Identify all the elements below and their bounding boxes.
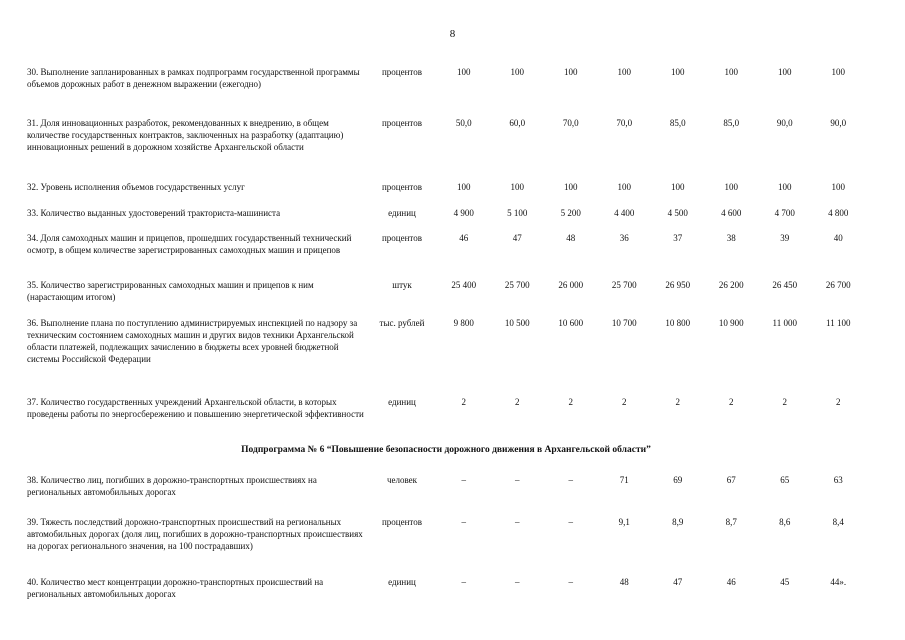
indicator-name: 38. Количество лиц, погибших в дорожно-транспортных происшествиях на региональных автомобильных дорогах [27, 475, 317, 497]
indicator-value: 26 450 [772, 280, 798, 290]
indicator-value: 2 [675, 397, 680, 407]
indicator-value: 100 [617, 182, 631, 192]
indicator-value: 47 [512, 233, 522, 243]
indicator-value: 26 950 [665, 280, 691, 290]
indicator-value: – [515, 475, 520, 485]
indicator-value: 47 [673, 577, 683, 587]
indicator-unit: процентов [381, 118, 422, 128]
indicator-name: 35. Количество зарегистрированных самоходных машин и прицепов к ним (нарастающим итогом) [27, 280, 314, 302]
indicator-value: 48 [566, 233, 576, 243]
indicator-value: 37 [673, 233, 683, 243]
indicator-value: 25 700 [504, 280, 530, 290]
indicator-value: 46 [726, 577, 736, 587]
indicator-name: 39. Тяжесть последствий дорожно-транспортных происшествий на региональных автомобильных дорогах (доля лиц, погибших в дорожно-транспортных происшествиях на дорогах регионального значения, на 100 пострадавших) [27, 517, 363, 551]
indicator-value: 69 [673, 475, 683, 485]
indicator-value: 70,0 [562, 118, 579, 128]
indicator-value: 40 [833, 233, 843, 243]
indicator-value: 8,7 [725, 517, 737, 527]
indicator-value: 44». [830, 577, 847, 587]
table-row [27, 576, 865, 616]
indicator-value: 60,0 [509, 118, 526, 128]
indicator-value: 100 [564, 182, 578, 192]
indicator-value: 63 [833, 475, 843, 485]
indicator-value: 4 500 [667, 208, 688, 218]
indicator-value: 10 600 [558, 318, 584, 328]
indicator-name: 40. Количество мест концентрации дорожно-транспортных происшествий на региональных автомобильных дорогах [27, 577, 324, 599]
indicator-value: – [568, 475, 573, 485]
indicator-value: 5 100 [507, 208, 528, 218]
indicators-table-bottom [27, 474, 865, 616]
indicator-value: 25 400 [451, 280, 477, 290]
indicator-value: 4 400 [614, 208, 635, 218]
indicator-value: 65 [780, 475, 790, 485]
indicator-value: 4 800 [828, 208, 849, 218]
indicator-value: 67 [726, 475, 736, 485]
indicator-value: – [515, 577, 520, 587]
indicator-name: 30. Выполнение запланированных в рамках подпрограмм государственной программы объемов дорожных работ в денежном выражении (ежегодно) [27, 67, 360, 89]
indicator-value: 90,0 [830, 118, 847, 128]
indicator-unit: единиц [388, 397, 416, 407]
indicator-value: 71 [619, 475, 629, 485]
table-row [27, 279, 865, 317]
indicator-name: 37. Количество государственных учреждений Архангельской области, в которых проведены работы по энергосбережению и повышению энергетической эффективности [27, 397, 364, 419]
indicator-value: 9,1 [618, 517, 630, 527]
indicator-value: 36 [619, 233, 629, 243]
indicator-value: 10 800 [665, 318, 691, 328]
indicator-unit: процентов [381, 67, 422, 77]
indicator-value: 100 [671, 67, 685, 77]
table-row [27, 207, 865, 232]
indicator-value: 2 [782, 397, 787, 407]
table-row [27, 181, 865, 207]
indicator-value: 50,0 [455, 118, 472, 128]
indicator-value: 100 [564, 67, 578, 77]
indicator-value: 10 900 [718, 318, 744, 328]
indicator-unit: тыс. рублей [379, 318, 425, 328]
table-row [27, 117, 865, 181]
indicator-value: 70,0 [616, 118, 633, 128]
indicator-unit: процентов [381, 182, 422, 192]
indicator-value: 46 [459, 233, 469, 243]
indicator-unit: единиц [388, 577, 416, 587]
indicator-value: 2 [568, 397, 573, 407]
indicator-value: 4 700 [774, 208, 795, 218]
indicator-value: 100 [724, 182, 738, 192]
indicator-value: 100 [831, 182, 845, 192]
indicator-value: – [515, 517, 520, 527]
indicator-value: 100 [831, 67, 845, 77]
indicator-value: – [568, 517, 573, 527]
indicator-value: 100 [457, 67, 471, 77]
indicator-value: 2 [461, 397, 466, 407]
indicator-value: 2 [515, 397, 520, 407]
indicator-value: – [461, 577, 466, 587]
indicator-unit: процентов [381, 233, 422, 243]
indicator-value: 8,9 [672, 517, 684, 527]
indicator-value: 2 [729, 397, 734, 407]
indicator-value: 100 [510, 182, 524, 192]
indicator-value: 10 700 [611, 318, 637, 328]
indicator-value: 90,0 [776, 118, 793, 128]
indicator-value: 100 [778, 67, 792, 77]
indicator-value: 48 [619, 577, 629, 587]
indicator-value: 38 [726, 233, 736, 243]
indicator-value: 26 000 [558, 280, 584, 290]
indicator-value: 9 800 [453, 318, 474, 328]
indicator-value: 100 [671, 182, 685, 192]
indicator-unit: штук [392, 280, 412, 290]
indicator-value: 85,0 [669, 118, 686, 128]
indicator-value: 100 [724, 67, 738, 77]
indicator-name: 34. Доля самоходных машин и прицепов, прошедших государственный технический осмотр, в общем количестве зарегистрированных самоходных машин и прицепов [27, 233, 352, 255]
indicator-value: 8,4 [832, 517, 844, 527]
indicator-value: 8,6 [779, 517, 791, 527]
indicator-value: 39 [780, 233, 790, 243]
page-number: 8 [449, 28, 456, 40]
table-row [27, 317, 865, 396]
indicator-name: 31. Доля инновационных разработок, рекомендованных к внедрению, в общем количестве государственных контрактов, заключенных на разработку (адаптацию) инновационных решений в дорожном хозяйстве Архангельской области [27, 118, 344, 152]
indicator-value: 5 200 [560, 208, 581, 218]
indicator-value: 2 [836, 397, 841, 407]
indicator-name: 36. Выполнение плана по поступлению администрируемых инспекцией по надзору за техническим состоянием самоходных машин и других видов техники Архангельской области платежей, подлежащих зачислению в бюджеты всех уровней бюджетной системы Российской Федерации [27, 318, 358, 364]
subprogram-heading: Подпрограмма № 6 “Повышение безопасности дорожного движения в Архангельской области” [241, 445, 651, 455]
indicators-table-top [27, 66, 865, 444]
indicator-unit: процентов [381, 517, 422, 527]
subprogram-heading-row [27, 444, 865, 474]
indicator-value: – [461, 517, 466, 527]
indicator-unit: человек [386, 475, 418, 485]
indicator-value: 25 700 [611, 280, 637, 290]
indicator-value: 26 200 [718, 280, 744, 290]
indicator-value: – [461, 475, 466, 485]
table-row [27, 66, 865, 117]
indicators-table [27, 66, 865, 616]
indicator-value: 100 [778, 182, 792, 192]
table-row [27, 232, 865, 279]
indicator-value: 45 [780, 577, 790, 587]
indicator-value: 10 500 [504, 318, 530, 328]
subprogram-section [27, 444, 865, 474]
table-row [27, 516, 865, 576]
indicator-name: 33. Количество выданных удостоверений тракториста-машиниста [27, 208, 281, 218]
indicator-value: 100 [510, 67, 524, 77]
indicator-value: 11 100 [826, 318, 851, 328]
indicator-value: 11 000 [772, 318, 797, 328]
indicator-value: 85,0 [723, 118, 740, 128]
indicator-unit: единиц [388, 208, 416, 218]
indicator-value: 100 [617, 67, 631, 77]
indicator-value: 4 900 [453, 208, 474, 218]
indicator-value: 26 700 [825, 280, 851, 290]
table-row [27, 474, 865, 516]
table-row [27, 396, 865, 444]
indicator-value: – [568, 577, 573, 587]
indicator-value: 4 600 [721, 208, 742, 218]
indicator-value: 100 [457, 182, 471, 192]
indicator-name: 32. Уровень исполнения объемов государственных услуг [27, 182, 245, 192]
indicator-value: 2 [622, 397, 627, 407]
